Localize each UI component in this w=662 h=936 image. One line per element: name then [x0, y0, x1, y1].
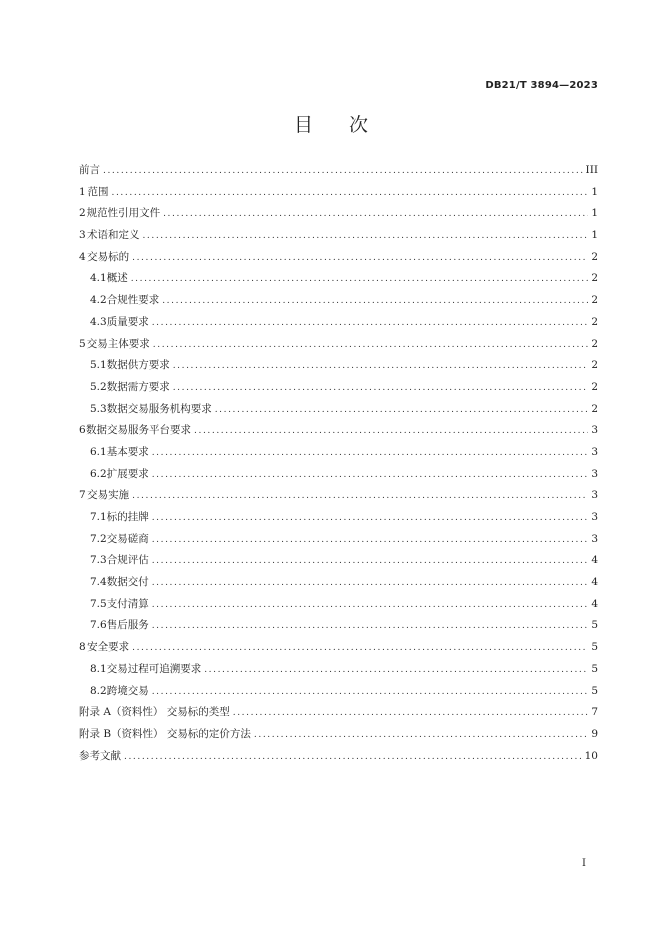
toc-entry-label: 质量要求 [106, 315, 149, 328]
toc-entry-number: 5.1 [90, 359, 107, 372]
toc-entry-number: 8 [79, 641, 86, 654]
toc-leader-dots [124, 747, 582, 769]
toc-entry[interactable] [79, 420, 598, 442]
toc-entry-page: 2 [591, 337, 598, 350]
toc-list [79, 160, 598, 767]
toc-entry-label: 支付清算 [106, 597, 149, 610]
toc-entry-page: 3 [591, 489, 598, 502]
toc-leader-dots [162, 291, 588, 313]
toc-entry[interactable] [79, 724, 598, 746]
toc-entry-page: 3 [591, 467, 598, 480]
toc-entry-number: 2 [79, 207, 86, 220]
toc-entry[interactable] [79, 594, 598, 616]
toc-entry[interactable] [79, 746, 598, 768]
toc-entry-number: 3 [79, 229, 86, 242]
toc-entry-number: 5 [79, 337, 86, 350]
toc-entry-number: 6 [79, 424, 86, 437]
toc-entry-page: 2 [591, 315, 598, 328]
toc-entry[interactable] [79, 615, 598, 637]
toc-entry-number: 7.4 [90, 576, 107, 589]
toc-entry-label: 参考文献 [79, 749, 121, 762]
toc-entry-page: 3 [591, 424, 598, 437]
toc-entry-page: 10 [584, 749, 598, 762]
toc-entry[interactable] [79, 550, 598, 572]
toc-entry-label: 数据供方要求 [106, 359, 170, 372]
toc-entry-label: 合规评估 [106, 554, 149, 567]
toc-entry-page: 2 [591, 272, 598, 285]
toc-entry-label: 数据交易服务平台要求 [86, 424, 192, 437]
toc-entry-label: 交易过程可追溯要求 [106, 662, 202, 675]
toc-entry-page: 5 [591, 619, 598, 632]
toc-entry[interactable] [79, 355, 598, 377]
toc-entry-number: 4.2 [90, 294, 107, 307]
toc-entry[interactable] [79, 485, 598, 507]
toc-entry-page: 1 [591, 185, 598, 198]
document-code: DB21/T 3894—2023 [485, 80, 598, 91]
toc-leader-dots [152, 551, 589, 573]
toc-entry[interactable] [79, 247, 598, 269]
toc-leader-dots [153, 335, 589, 357]
toc-entry-label: 附录 A（资料性） 交易标的类型 [79, 706, 230, 719]
toc-entry-number: 7.2 [90, 532, 107, 545]
toc-entry-label: 概述 [106, 272, 128, 285]
toc-entry[interactable] [79, 399, 598, 421]
toc-entry-number: 7.1 [90, 511, 107, 523]
toc-leader-dots [163, 204, 588, 226]
toc-entry-page: 2 [591, 380, 598, 393]
toc-leader-dots [152, 682, 589, 704]
toc-entry-label: 数据交易服务机构要求 [106, 402, 212, 415]
toc-entry-number: 1 [79, 185, 86, 198]
toc-leader-dots [142, 226, 588, 248]
toc-entry[interactable] [79, 225, 598, 247]
toc-entry-label: 交易磋商 [106, 532, 149, 545]
toc-entry-number: 6.1 [90, 445, 107, 458]
toc-entry-page: 1 [591, 207, 598, 220]
toc-leader-dots [152, 616, 589, 638]
toc-entry[interactable] [79, 290, 598, 312]
toc-entry[interactable] [79, 464, 598, 486]
toc-entry[interactable] [79, 377, 598, 399]
toc-entry[interactable] [79, 659, 598, 681]
toc-entry[interactable] [79, 160, 598, 182]
toc-entry-page: 3 [591, 445, 598, 458]
toc-leader-dots [152, 313, 589, 335]
toc-entry-page: 7 [591, 706, 598, 719]
toc-entry[interactable] [79, 572, 598, 594]
toc-leader-dots [254, 725, 588, 747]
toc-entry-page: 5 [591, 662, 598, 675]
toc-entry-label: 交易实施 [87, 489, 130, 502]
toc-entry[interactable] [79, 203, 598, 225]
toc-leader-dots [131, 269, 589, 291]
toc-entry-label: 扩展要求 [106, 467, 149, 480]
toc-entry-label: 数据需方要求 [106, 380, 170, 393]
toc-entry-page: 3 [591, 532, 598, 545]
toc-leader-dots [152, 508, 589, 530]
toc-entry-label: 数据交付 [106, 576, 149, 589]
toc-entry-page: 3 [591, 511, 598, 523]
toc-entry-page: 2 [591, 250, 598, 263]
toc-entry-label: 术语和定义 [86, 229, 140, 242]
toc-entry-label: 规范性引用文件 [86, 207, 161, 220]
toc-entry[interactable] [79, 507, 598, 529]
toc-entry-number: 4 [79, 250, 86, 263]
toc-entry-label: 基本要求 [106, 445, 149, 458]
toc-leader-dots [173, 356, 589, 378]
toc-title [0, 110, 662, 137]
toc-entry-page: 4 [591, 597, 598, 610]
toc-entry-number: 7.6 [90, 619, 107, 632]
toc-entry-page: 2 [591, 294, 598, 307]
toc-entry[interactable] [79, 312, 598, 334]
toc-title-part2: 次 [349, 114, 369, 136]
toc-entry-label: 附录 B（资料性） 交易标的定价方法 [79, 727, 251, 740]
toc-leader-dots [112, 183, 589, 205]
toc-entry-page: 2 [591, 359, 598, 372]
toc-entry-label: 前言 [79, 164, 100, 176]
toc-leader-dots [152, 443, 589, 465]
toc-leader-dots [204, 660, 588, 682]
toc-entry-label: 跨境交易 [106, 684, 149, 697]
toc-entry[interactable] [79, 637, 598, 659]
toc-entry-label: 交易主体要求 [86, 337, 150, 350]
toc-leader-dots [132, 638, 588, 660]
toc-entry-page: 9 [591, 727, 598, 740]
toc-entry-number: 5.3 [90, 402, 107, 415]
toc-entry[interactable] [79, 681, 598, 703]
toc-entry[interactable] [79, 529, 598, 551]
toc-entry-number: 8.2 [90, 684, 107, 697]
toc-leader-dots [233, 703, 589, 725]
toc-entry-number: 4.3 [90, 315, 107, 328]
toc-entry-number: 7.3 [90, 554, 107, 567]
toc-entry-page: 1 [591, 229, 598, 242]
toc-entry-label: 安全要求 [87, 641, 130, 654]
toc-entry-number: 5.2 [90, 380, 107, 393]
toc-entry-number: 8.1 [90, 662, 107, 675]
toc-leader-dots [152, 595, 589, 617]
toc-entry-page: 5 [591, 641, 598, 654]
toc-entry-page: 4 [591, 576, 598, 589]
toc-entry-page: 4 [591, 554, 598, 567]
toc-entry-number: 7.5 [90, 597, 107, 610]
toc-entry[interactable] [79, 182, 598, 204]
toc-leader-dots [132, 248, 588, 270]
toc-leader-dots [152, 573, 589, 595]
toc-title-part1: 目 [293, 114, 313, 136]
toc-entry[interactable] [79, 268, 598, 290]
toc-entry-label: 标的挂牌 [106, 511, 149, 523]
page-number: I [582, 858, 586, 869]
toc-leader-dots [103, 161, 583, 183]
toc-entry-label: 售后服务 [106, 619, 149, 632]
toc-entry-label: 交易标的 [87, 250, 130, 263]
toc-entry[interactable] [79, 702, 598, 724]
toc-entry[interactable] [79, 334, 598, 356]
toc-entry[interactable] [79, 442, 598, 464]
toc-entry-number: 7 [79, 489, 86, 502]
toc-entry-page: III [585, 164, 598, 176]
toc-leader-dots [152, 530, 589, 552]
toc-entry-page: 5 [591, 684, 598, 697]
toc-leader-dots [215, 400, 589, 422]
toc-entry-label: 范围 [87, 185, 109, 198]
toc-entry-number: 6.2 [90, 467, 107, 480]
toc-leader-dots [173, 378, 589, 400]
toc-entry-label: 合规性要求 [106, 294, 160, 307]
toc-entry-page: 2 [591, 402, 598, 415]
toc-leader-dots [152, 465, 589, 487]
toc-leader-dots [194, 421, 588, 443]
toc-leader-dots [132, 486, 588, 508]
toc-entry-number: 4.1 [90, 272, 107, 285]
